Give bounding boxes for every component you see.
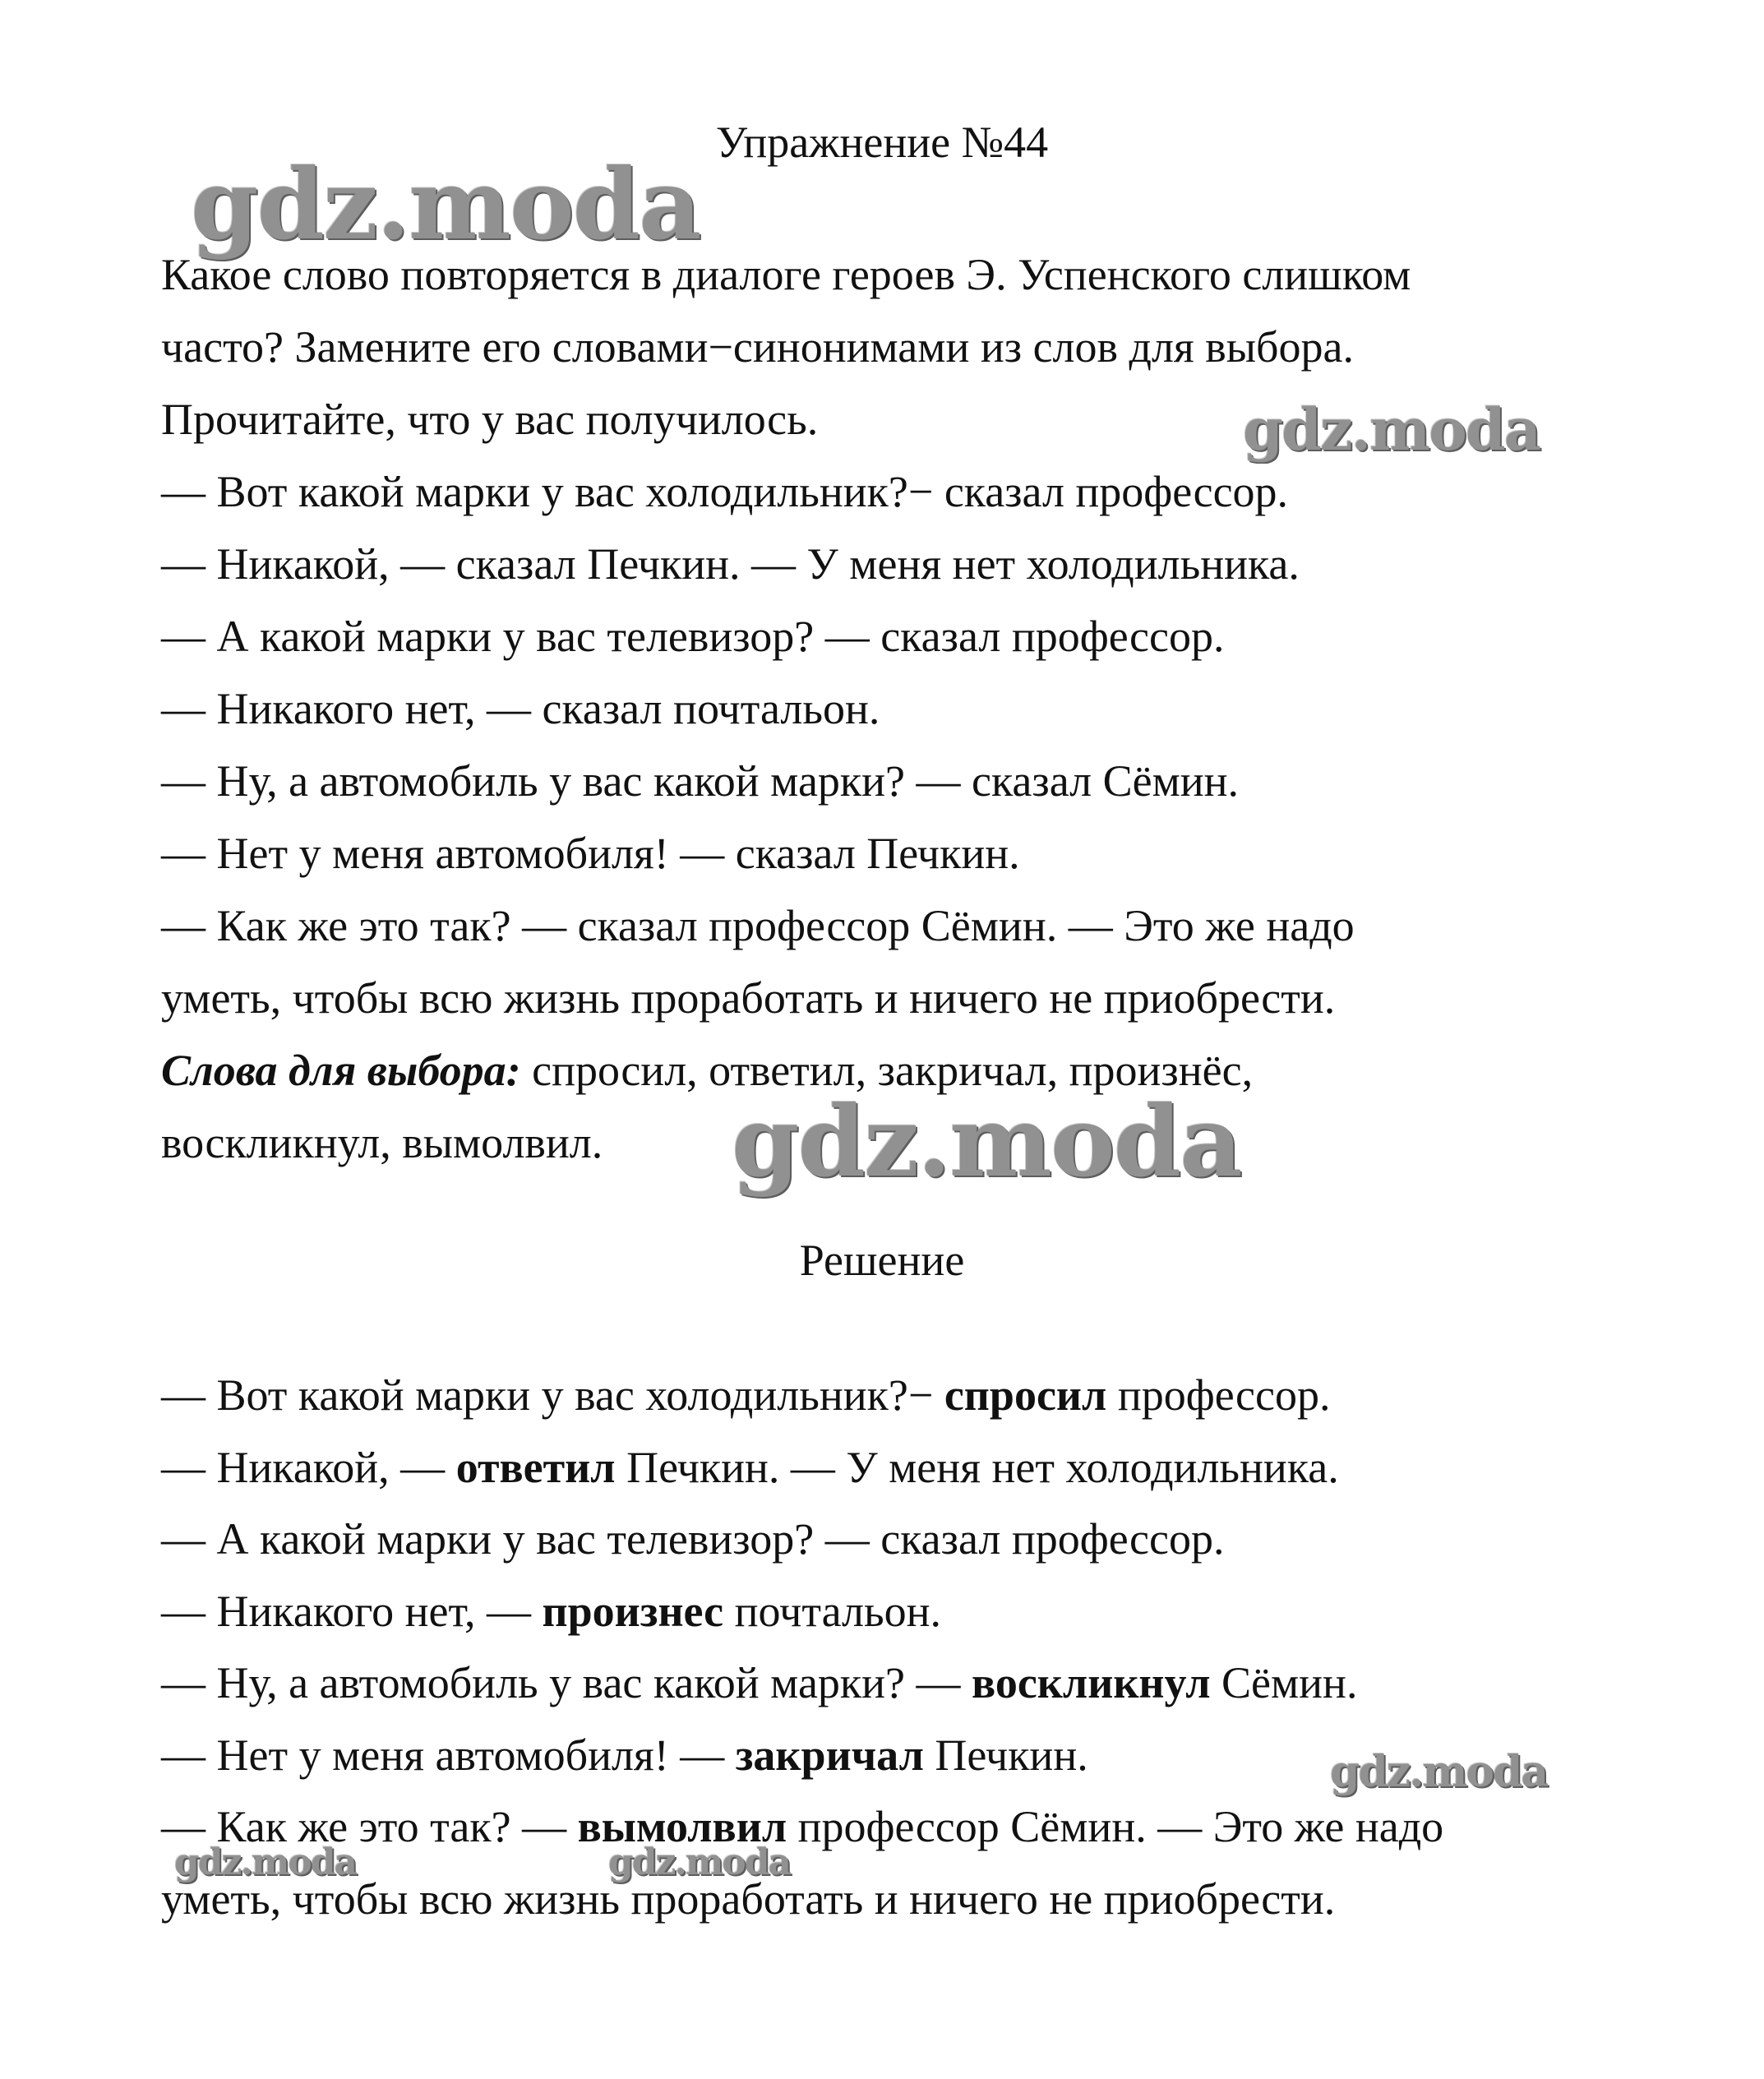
solution-line: — Как же это так? — вымолвил профессор Сёмин. — Это же надо	[161, 1802, 1444, 1851]
solution-line: — Никакого нет, — произнес почтальон.	[161, 1586, 941, 1636]
task-line: — Вот какой марки у вас холодильник?− сказал профессор.	[161, 467, 1289, 516]
answer-word: произнес	[542, 1586, 724, 1636]
solution-line: — Никакой, — ответил Печкин. — У меня нет холодильника.	[161, 1442, 1339, 1492]
words-label: Слова для выбора:	[161, 1046, 521, 1095]
watermark-logo: gdz.moda	[1330, 1747, 1548, 1797]
task-text	[161, 238, 1690, 1179]
words-list: спросил, ответил, закричал, произнёс,	[520, 1046, 1254, 1095]
solution-line: — Нет у меня автомобиля! — закричал Печкин.	[161, 1730, 1088, 1780]
solution-line: уметь, чтобы всю жизнь проработать и ничего не приобрести.	[161, 1873, 1336, 1924]
watermark-logo: gdz.moda	[191, 147, 700, 261]
answer-word: воскликнул	[972, 1658, 1211, 1707]
solution-title: Решение	[799, 1236, 965, 1285]
answer-word: вымолвил	[577, 1802, 787, 1851]
page-title: Упражнение №44	[715, 118, 1049, 167]
task-line: Прочитайте, что у вас получилось.	[161, 395, 819, 444]
solution-line: — А какой марки у вас телевизор? — сказал профессор.	[161, 1514, 1225, 1564]
task-line: — Никакого нет, — сказал почтальон.	[161, 684, 880, 733]
answer-word: закричал	[735, 1730, 924, 1780]
answer-word: ответил	[455, 1442, 616, 1492]
watermark-logo: gdz.moda	[732, 1084, 1241, 1199]
task-line: — Никакой, — сказал Печкин. — У меня нет холодильника.	[161, 539, 1300, 589]
task-line: — Нет у меня автомобиля! — сказал Печкин.	[161, 829, 1020, 878]
solution-line: — Ну, а автомобиль у вас какой марки? — воскликнул Сёмин.	[161, 1658, 1358, 1707]
watermark-logo: gdz.moda	[608, 1841, 791, 1883]
task-line: Какое слово повторяется в диалоге героев Э. Успенского слишком	[161, 250, 1411, 299]
task-line: — А какой марки у вас телевизор? — сказал профессор.	[161, 612, 1225, 661]
solution-text	[161, 1360, 1690, 1935]
watermark-logo: gdz.moda	[1243, 395, 1540, 464]
task-line: — Как же это так? — сказал профессор Сёмин. — Это же надо	[161, 901, 1355, 950]
solution-line: — Вот какой марки у вас холодильник?− спросил профессор.	[161, 1370, 1331, 1420]
watermark-logo: gdz.moda	[174, 1841, 357, 1883]
words-line: воскликнул, вымолвил.	[161, 1118, 603, 1167]
task-line: — Ну, а автомобиль у вас какой марки? — сказал Сёмин.	[161, 756, 1240, 806]
task-line: уметь, чтобы всю жизнь проработать и ничего не приобрести.	[161, 973, 1336, 1023]
task-line: часто? Замените его словами−синонимами из слов для выбора.	[161, 322, 1354, 372]
answer-word: спросил	[944, 1370, 1107, 1420]
